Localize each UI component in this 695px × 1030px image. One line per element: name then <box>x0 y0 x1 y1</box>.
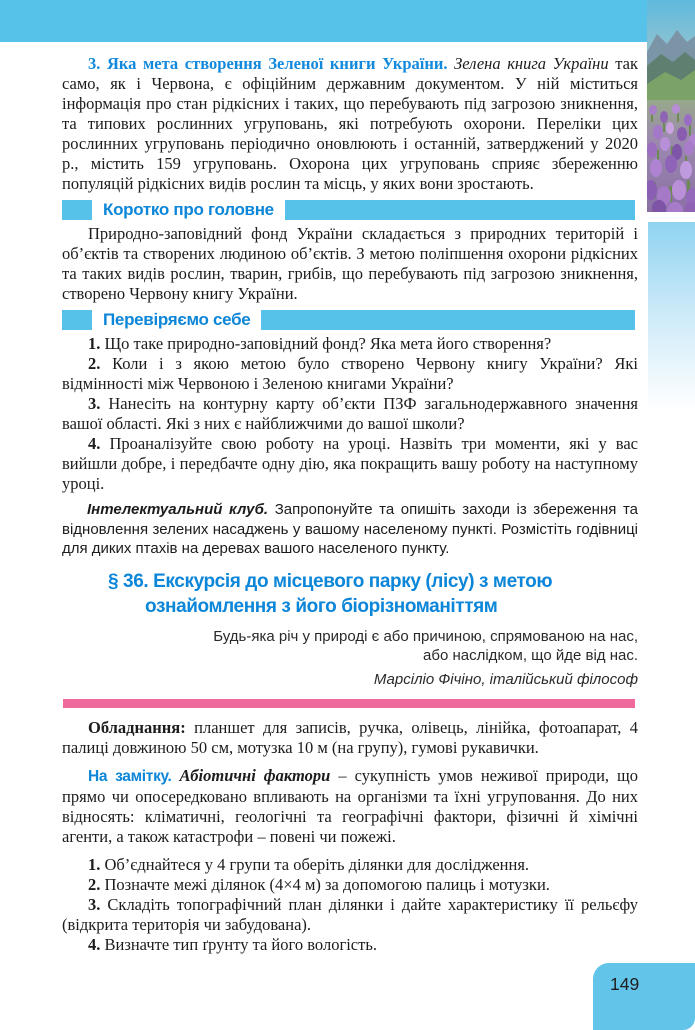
rubric-summary-title: Коротко про головне <box>103 200 274 219</box>
epigraph-author: Марсіліо Фічіно, італійський філософ <box>373 670 638 688</box>
intellectual-club-text: Запропонуйте та опишіть заходи із збереження та відновлення зелених насаджень у вашому населеному пункті. Розмістіть годівниці для диких птахів на деревах вашого населеного пункту. <box>62 501 638 557</box>
equipment-text: планшет для записів, ручка, олівець, лінійка, фотоапарат, 4 палиці довжиною 50 см, мотузка 10 м (на групу), гумові рукавички. <box>62 717 638 757</box>
note-lead: На замітку. <box>88 767 172 785</box>
equipment-paragraph <box>62 718 638 758</box>
note-term: Абіотичні фактори <box>179 765 331 785</box>
epigraph <box>62 627 638 689</box>
section-number: § 36. <box>108 570 149 592</box>
intro-text: так само, як і Червона, є офіційним державним документом. У ній міститься інформація про стан рідкісних і таких, що перебувають під загрозою зникнення, та типових рослинних угруповань, які потребують охорони. Переліки цих рослинних угруповань періодично оновлюють і останній, затверджений у 2020 р., містить 159 угруповань. Охорона цих угруповань сприяє збереженню популяцій рідкісних видів рослин та місць, у яких вони зростають. <box>62 54 639 193</box>
steps-list <box>62 855 638 955</box>
self-check-list <box>62 334 638 494</box>
rubric-marker <box>62 200 92 220</box>
section-heading <box>108 569 638 619</box>
intro-lead: 3. Яка мета створення Зеленої книги України. <box>88 54 448 73</box>
self-check-item: 3. Нанесіть на контурну карту об’єкти ПЗФ загальнодержавного значення вашої області. Які з них є найближчими до вашої школи? <box>62 394 639 433</box>
intro-paragraph <box>62 54 638 194</box>
step-item: 3. Складіть топографічний план ділянки і дайте характеристику її рельєфу (відкрита територія чи забудована). <box>62 894 638 934</box>
intellectual-club-paragraph <box>62 500 638 559</box>
epigraph-line: Будь-яка річ у природі є або причиною, спрямованою на нас, <box>213 627 638 645</box>
step-item: 4. Визначте тип ґрунту та його вологість. <box>88 934 377 954</box>
self-check-item: 2. Коли і з якою метою було створено Червону книгу України? Які відмінності між Червоною і Зеленою книгами України? <box>62 354 638 393</box>
equipment-lead: Обладнання: <box>88 717 186 737</box>
intellectual-club-lead: Інтелектуальний клуб. <box>87 501 269 518</box>
note-text: – сукупність умов неживої природи, що прямо чи опосередковано впливають на організми та їхні угруповання. До них відносять: кліматичні, геологічні та географічні фактори, фізичні й хімічні агенти, а також катастрофи – повені чи пожежі. <box>62 765 638 846</box>
self-check-item: 4. Проаналізуйте свою роботу на уроці. Назвіть три моменти, які у вас вийшли добре, і передбачте одну дію, яка покращить вашу роботу на наступному уроці. <box>62 434 638 493</box>
note-paragraph <box>62 766 638 847</box>
rubric-summary <box>62 200 638 220</box>
step-item: 1. Об’єднайтеся у 4 групи та оберіть ділянки для дослідження. <box>88 854 530 874</box>
rubric-bar <box>285 200 635 220</box>
intro-italic-term: Зелена книга України <box>454 54 609 73</box>
section-title-text: Екскурсія до місцевого парку (лісу) з метою ознайомлення з його біорізноманіттям <box>145 570 553 617</box>
page-number: 149 <box>610 974 640 994</box>
page-number-box <box>593 963 695 1030</box>
step-item: 2. Позначте межі ділянок (4×4 м) за допомогою палиць і мотузки. <box>88 874 550 894</box>
self-check-item: 1. Що таке природно-заповідний фонд? Яка мета його створення? <box>88 334 552 353</box>
rubric-bar <box>261 310 635 330</box>
rubric-self-check <box>62 310 638 330</box>
summary-paragraph: Природно-заповідний фонд України складається з природних територій і об’єктів та створених людиною об’єктів. З метою поліпшення охорони рідкісних та таких видів рослин, тварин, грибів, що перебувають під загрозою зникнення, створено Червону книгу України. <box>62 224 638 303</box>
pink-divider <box>63 699 635 708</box>
epigraph-line: або наслідком, що йде від нас. <box>423 646 638 664</box>
rubric-self-check-title: Перевіряємо себе <box>103 310 251 329</box>
rubric-marker <box>62 310 92 330</box>
